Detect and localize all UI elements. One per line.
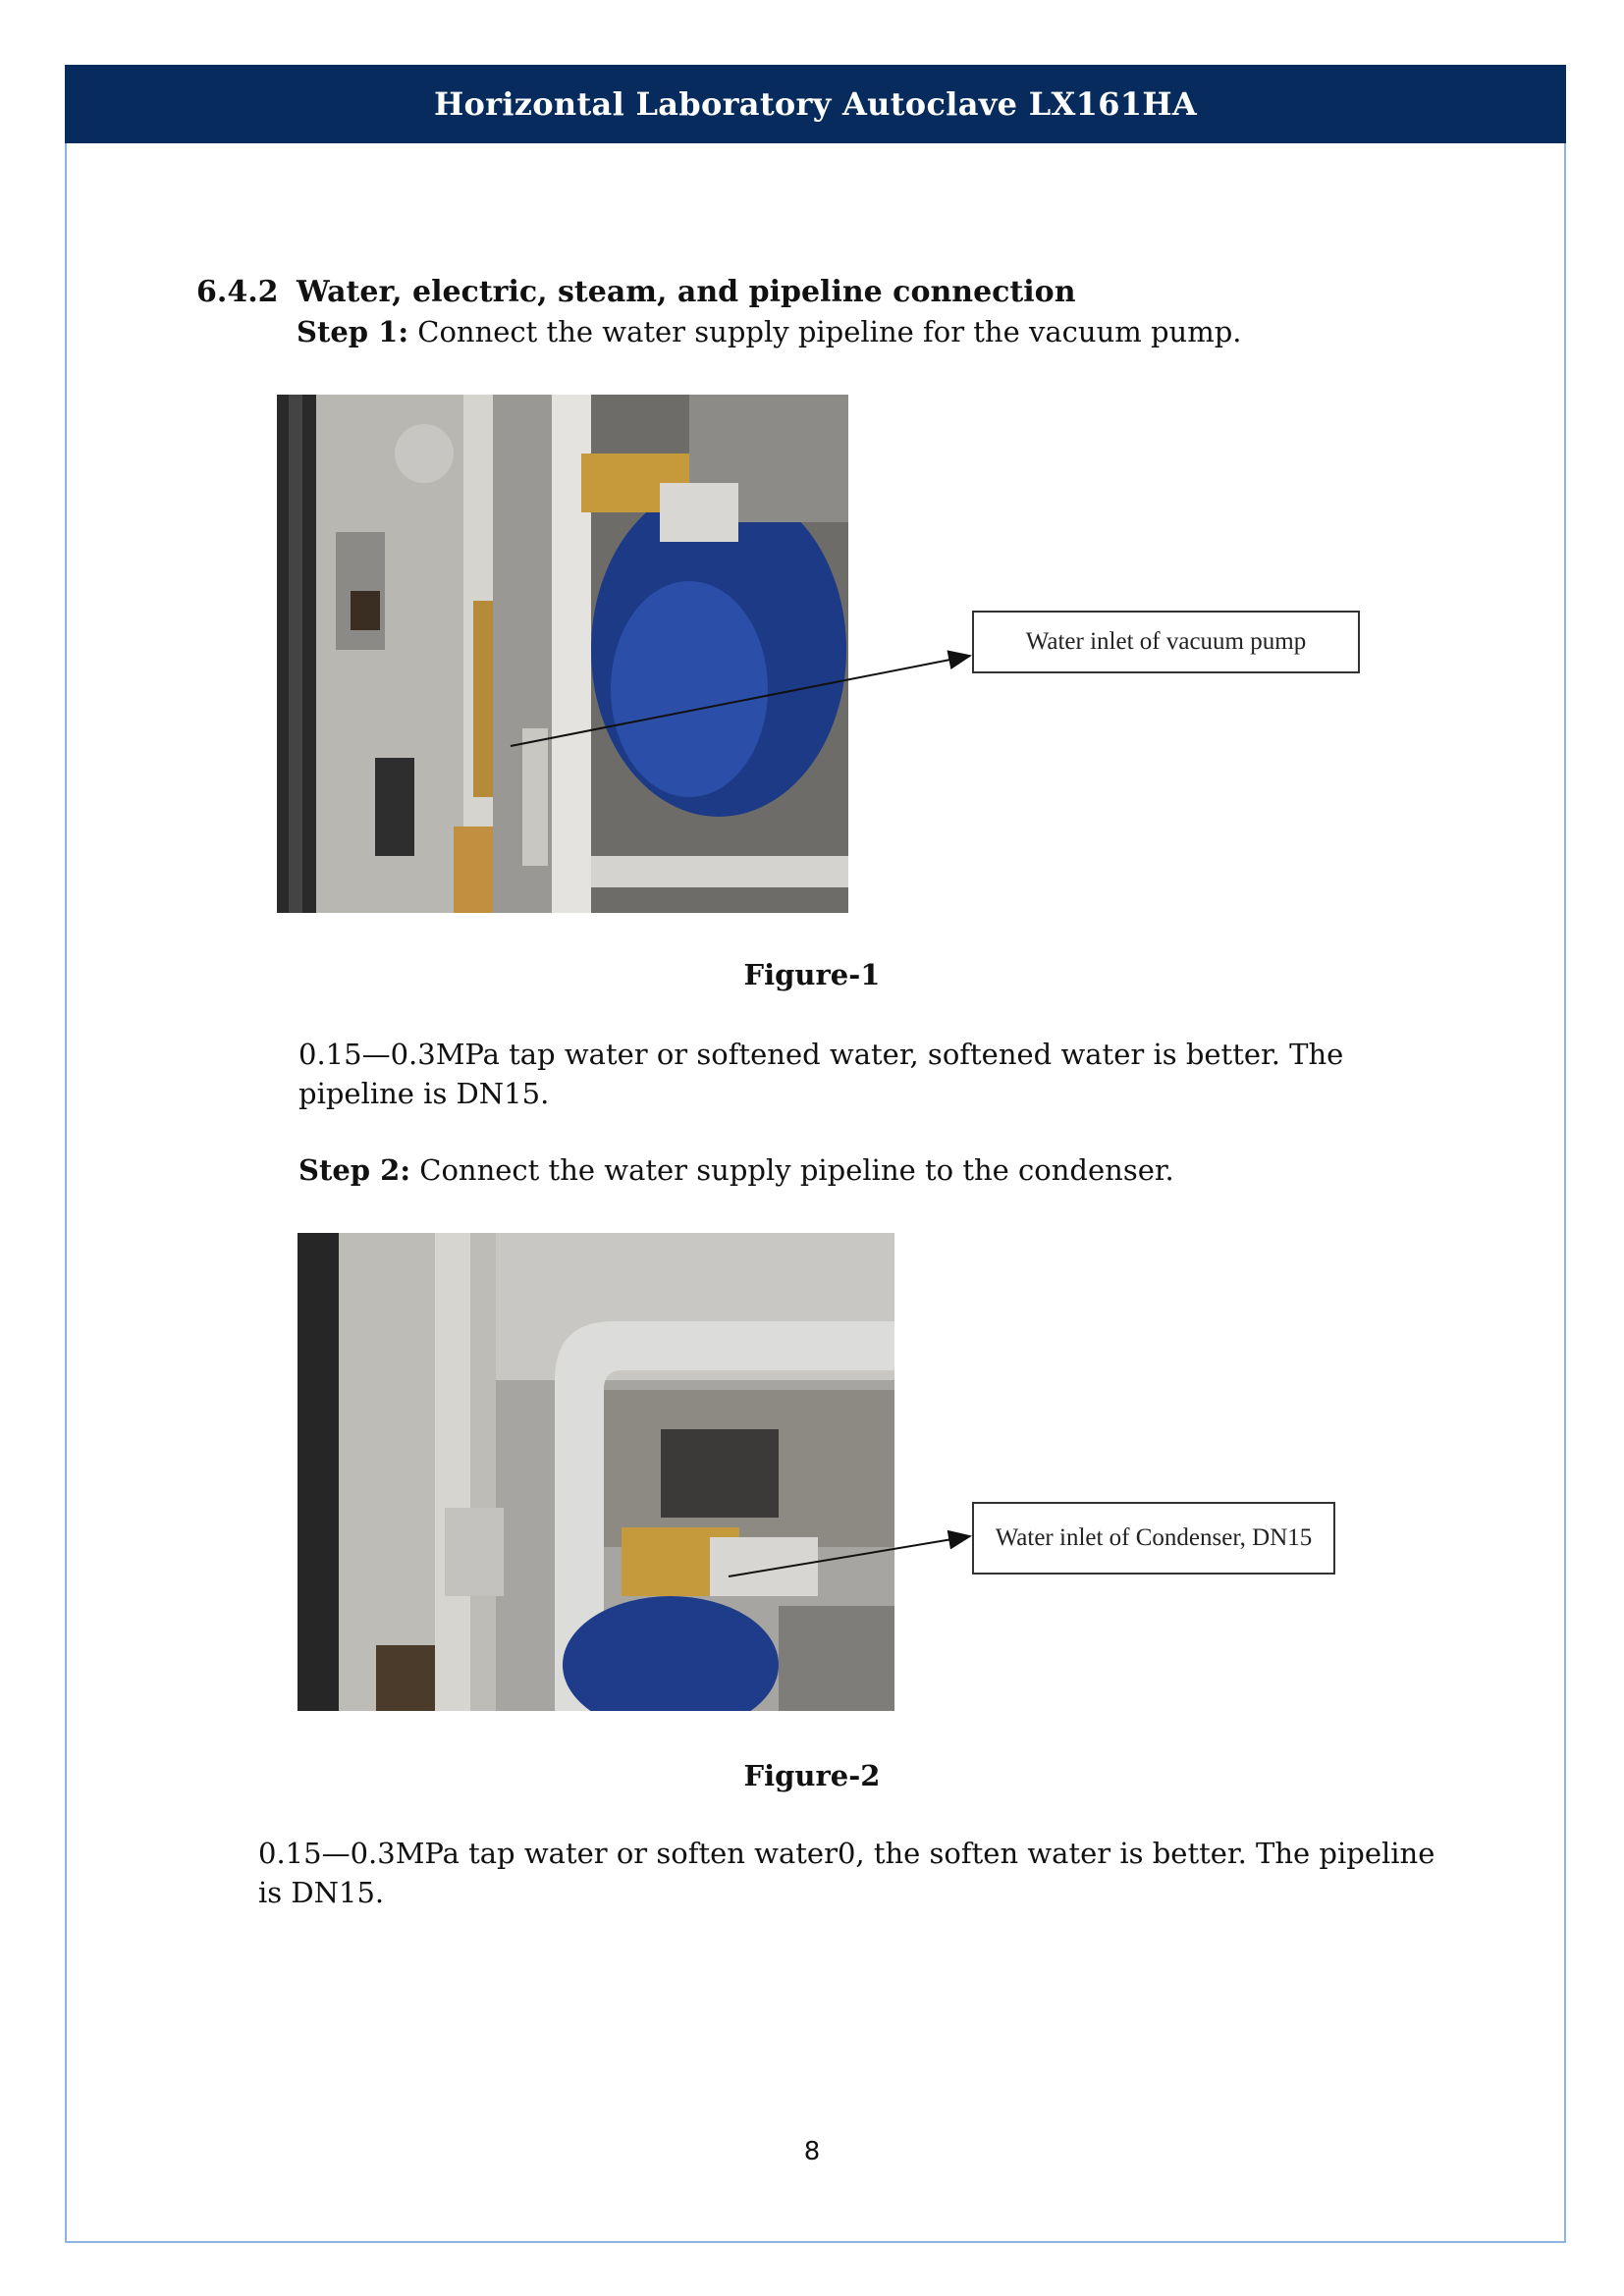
- callout-water-inlet-vacuum-pump: Water inlet of vacuum pump: [972, 611, 1360, 673]
- figure-1-caption: Figure-1: [743, 958, 881, 991]
- paragraph-1: 0.15—0.3MPa tap water or softened water, softened water is better. The pipeline is DN15.: [298, 1038, 1344, 1110]
- step-1-text: Connect the water supply pipeline for the vacuum pump.: [417, 315, 1242, 348]
- section-number: 6.4.2: [196, 275, 279, 309]
- step-2-text: Connect the water supply pipeline to the condenser.: [419, 1153, 1174, 1187]
- callout-water-inlet-condenser: Water inlet of Condenser, DN15: [972, 1502, 1335, 1575]
- arrow-vacuum-pump: [511, 656, 970, 746]
- paragraph-2: 0.15—0.3MPa tap water or soften water0, the soften water is better. The pipeline is DN15.: [258, 1837, 1435, 1909]
- document-title: Horizontal Laboratory Autoclave LX161HA: [433, 85, 1198, 123]
- section-title: Water, electric, steam, and pipeline connection: [297, 275, 1076, 309]
- page-number: 8: [803, 2137, 821, 2166]
- figure-2-caption: Figure-2: [743, 1759, 881, 1792]
- step-1-label: Step 1:: [297, 315, 409, 348]
- step-2-label: Step 2:: [298, 1153, 411, 1187]
- arrow-condenser: [729, 1536, 970, 1576]
